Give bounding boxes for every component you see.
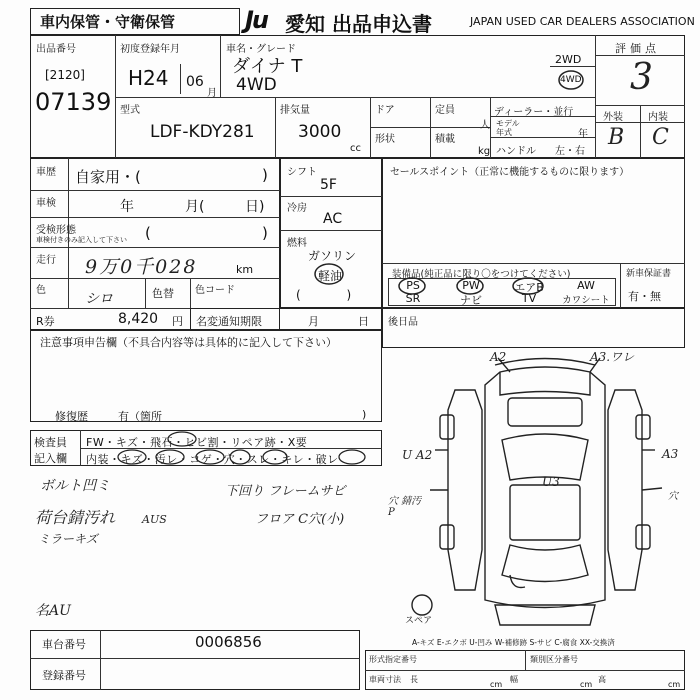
inspection-month: 月( bbox=[185, 199, 205, 215]
inspection-day: 日) bbox=[245, 199, 265, 215]
displacement-unit: cc bbox=[350, 143, 361, 154]
shape-label: 形状 bbox=[375, 134, 395, 145]
size-width: 幅 bbox=[510, 675, 518, 684]
damage-legend: A-キズ E-エクボ U-凹み W-補修跡 S-サビ C-腐食 XX-交換済 bbox=[412, 638, 615, 647]
fuel-diesel: 軽油 bbox=[318, 269, 343, 283]
vehicle-size-label: 車両寸法 bbox=[369, 675, 401, 684]
equipment-leather: カワシート bbox=[562, 295, 610, 306]
shift-label: シフト bbox=[287, 167, 317, 178]
note-line-7: 名AU bbox=[35, 603, 71, 619]
diagram-a2-left: U A2 bbox=[402, 448, 433, 462]
note-line-2: 荷台錆汚れ bbox=[35, 508, 116, 527]
aircon-label: 冷房 bbox=[287, 203, 307, 214]
equipment-navi: ナビ bbox=[460, 294, 482, 307]
car-diagram bbox=[400, 350, 690, 640]
capacity-unit: 人 bbox=[480, 120, 490, 131]
later-entry-label: 後日品 bbox=[388, 317, 418, 328]
name-change-label: 名変通知期限 bbox=[196, 315, 262, 328]
diagram-a2-top: A2 bbox=[490, 350, 507, 364]
mileage-unit: km bbox=[236, 263, 254, 276]
size-width-unit: cm bbox=[580, 680, 593, 689]
color-change-label: 色替 bbox=[152, 287, 174, 300]
mileage-label: 走行 bbox=[36, 255, 56, 266]
equipment-aw: AW bbox=[577, 279, 595, 292]
recycle-unit: 円 bbox=[172, 315, 183, 328]
form-title: 愛知 出品申込書 bbox=[285, 12, 432, 36]
note-line-6: フロア C穴(小) bbox=[255, 512, 345, 527]
model-year-unit: 年 bbox=[578, 129, 588, 140]
lot-number: 07139 bbox=[35, 88, 112, 116]
inspector-label-1: 検査員 bbox=[34, 436, 67, 449]
inspection-label: 車検 bbox=[36, 198, 56, 209]
aircon-value: AC bbox=[323, 211, 343, 227]
lot-number-label: 出品番号 bbox=[36, 44, 76, 55]
shift-value: 5F bbox=[320, 177, 337, 193]
history-label: 車歴 bbox=[36, 167, 56, 178]
history-close: ) bbox=[262, 166, 268, 184]
inspection-form-note: 車検付きのみ記入して下さい bbox=[36, 236, 127, 244]
displacement-value: 3000 bbox=[298, 122, 342, 142]
notes-label: 注意事項申告欄（不具合内容等は具体的に記入して下さい） bbox=[40, 336, 337, 349]
notes-close-paren: ) bbox=[362, 408, 367, 421]
handle-value: 左・右 bbox=[555, 146, 585, 157]
score-label: 評価点 bbox=[615, 42, 660, 55]
size-length: 長 bbox=[410, 675, 418, 684]
mileage-value: 9万0千028 bbox=[85, 256, 198, 278]
model-code: LDF-KDY281 bbox=[150, 122, 255, 142]
history-value: 自家用・( bbox=[75, 168, 141, 186]
drive-4wd: 4WD bbox=[560, 75, 582, 85]
note-line-1: ボルト凹ミ bbox=[40, 478, 110, 494]
inspector-circles bbox=[80, 430, 382, 466]
ju-logo: Ju bbox=[245, 6, 268, 34]
diagram-right-note: 穴 bbox=[668, 491, 678, 502]
dealer-label: ディーラー・並行 bbox=[494, 107, 574, 118]
chassis-number: 0006856 bbox=[195, 633, 262, 651]
model-year-label: モデル年式 bbox=[496, 119, 520, 137]
size-length-unit: cm bbox=[490, 680, 503, 689]
exterior-label: 外装 bbox=[603, 112, 623, 123]
association-name: JAPAN USED CAR DEALERS ASSOCIATION bbox=[470, 15, 695, 28]
storage-badge-text: 車内保管・守衛保管 bbox=[40, 13, 176, 31]
recycle-label: R券 bbox=[36, 315, 55, 328]
note-line-4: ミラーキズ bbox=[38, 532, 98, 546]
note-line-3: AUS bbox=[142, 513, 167, 526]
later-entry-block bbox=[382, 308, 685, 348]
class-number-label: 類別区分番号 bbox=[530, 655, 578, 664]
interior-score: C bbox=[652, 125, 669, 150]
car-grade: 4WD bbox=[236, 75, 277, 95]
displacement-label: 排気量 bbox=[280, 105, 310, 116]
fuel-gasoline: ガソリン bbox=[308, 249, 357, 263]
equipment-ps: PS bbox=[406, 279, 420, 292]
car-name-label: 車名・グレード bbox=[226, 44, 296, 55]
new-record-label: 新車保証書 bbox=[626, 269, 672, 279]
new-record-value: 有・無 bbox=[628, 290, 661, 303]
color-value: シロ bbox=[85, 291, 113, 307]
inspection-form-label: 受検形態 bbox=[36, 225, 76, 236]
diagram-center: U3 bbox=[542, 475, 560, 489]
sales-point-label: セールスポイント（正常に機能するものに限ります） bbox=[390, 167, 630, 178]
diagram-left-note: 穴 錆汚P bbox=[388, 496, 422, 518]
drive-4wd-circle bbox=[556, 68, 586, 92]
note-line-5: 下回り フレームサビ bbox=[225, 484, 346, 499]
size-height: 高 bbox=[598, 675, 606, 684]
equipment-tv: TV bbox=[521, 292, 537, 305]
inspector-row-2: 内装・キズ・汚レ・コゲ・穴・スレ・キレ・破レ bbox=[86, 453, 339, 466]
interior-label: 内装 bbox=[648, 112, 668, 123]
diagram-a3-top: A3.ワレ bbox=[590, 350, 635, 364]
fuel-diesel-circle bbox=[312, 262, 346, 286]
equipment-sr: SR bbox=[405, 292, 421, 305]
type-number-label: 形式指定番号 bbox=[369, 655, 417, 664]
registration-number-label: 登録番号 bbox=[42, 669, 86, 682]
load-label: 積載 bbox=[435, 134, 455, 145]
score-value: 3 bbox=[630, 57, 653, 98]
inspection-form-open: ( bbox=[145, 224, 151, 242]
chassis-label: 車台番号 bbox=[42, 638, 86, 651]
car-name: ダイナ T bbox=[232, 56, 303, 77]
model-label: 型式 bbox=[120, 105, 140, 116]
size-height-unit: cm bbox=[668, 680, 681, 689]
equipment-label: 装備品(純正品に限り〇をつけてください) bbox=[392, 269, 571, 280]
capacity-label: 定員 bbox=[435, 105, 455, 116]
inspector-label-2: 記入欄 bbox=[34, 452, 67, 465]
registration-month: 06 bbox=[186, 74, 204, 90]
name-change-day: 日 bbox=[358, 315, 369, 328]
lot-number-sub: [2120] bbox=[45, 68, 85, 82]
registration-month-unit: 月 bbox=[207, 88, 217, 99]
diagram-spare-label: スペア bbox=[405, 616, 433, 626]
drive-2wd: 2WD bbox=[555, 53, 582, 66]
color-code-label: 色コード bbox=[195, 285, 235, 296]
inspection-form-close: ) bbox=[262, 224, 268, 242]
equipment-airbag: エアB bbox=[514, 281, 544, 294]
fuel-bracket: ( ) bbox=[296, 288, 352, 302]
inspector-row-1: FW・キズ・飛石・ヒビ割・リペア跡・X要 bbox=[86, 436, 308, 449]
door-label: ドア bbox=[375, 105, 395, 116]
name-change-month: 月 bbox=[308, 315, 319, 328]
first-registration-label: 初度登録年月 bbox=[120, 44, 180, 55]
color-label: 色 bbox=[36, 285, 46, 296]
fuel-label: 燃料 bbox=[287, 238, 307, 249]
repair-history-label: 修復歴 bbox=[55, 410, 88, 423]
repair-history-value: 有（箇所 bbox=[118, 410, 162, 423]
exterior-score: B bbox=[608, 125, 625, 150]
inspection-year: 年 bbox=[120, 199, 134, 215]
load-unit: kg bbox=[478, 146, 491, 157]
equipment-circles bbox=[388, 275, 568, 297]
recycle-value: 8,420 bbox=[118, 311, 159, 327]
registration-year: H24 bbox=[128, 66, 169, 90]
diagram-a3-right: A3 bbox=[662, 447, 679, 461]
equipment-pw: PW bbox=[462, 279, 480, 292]
handle-label: ハンドル bbox=[496, 146, 536, 157]
